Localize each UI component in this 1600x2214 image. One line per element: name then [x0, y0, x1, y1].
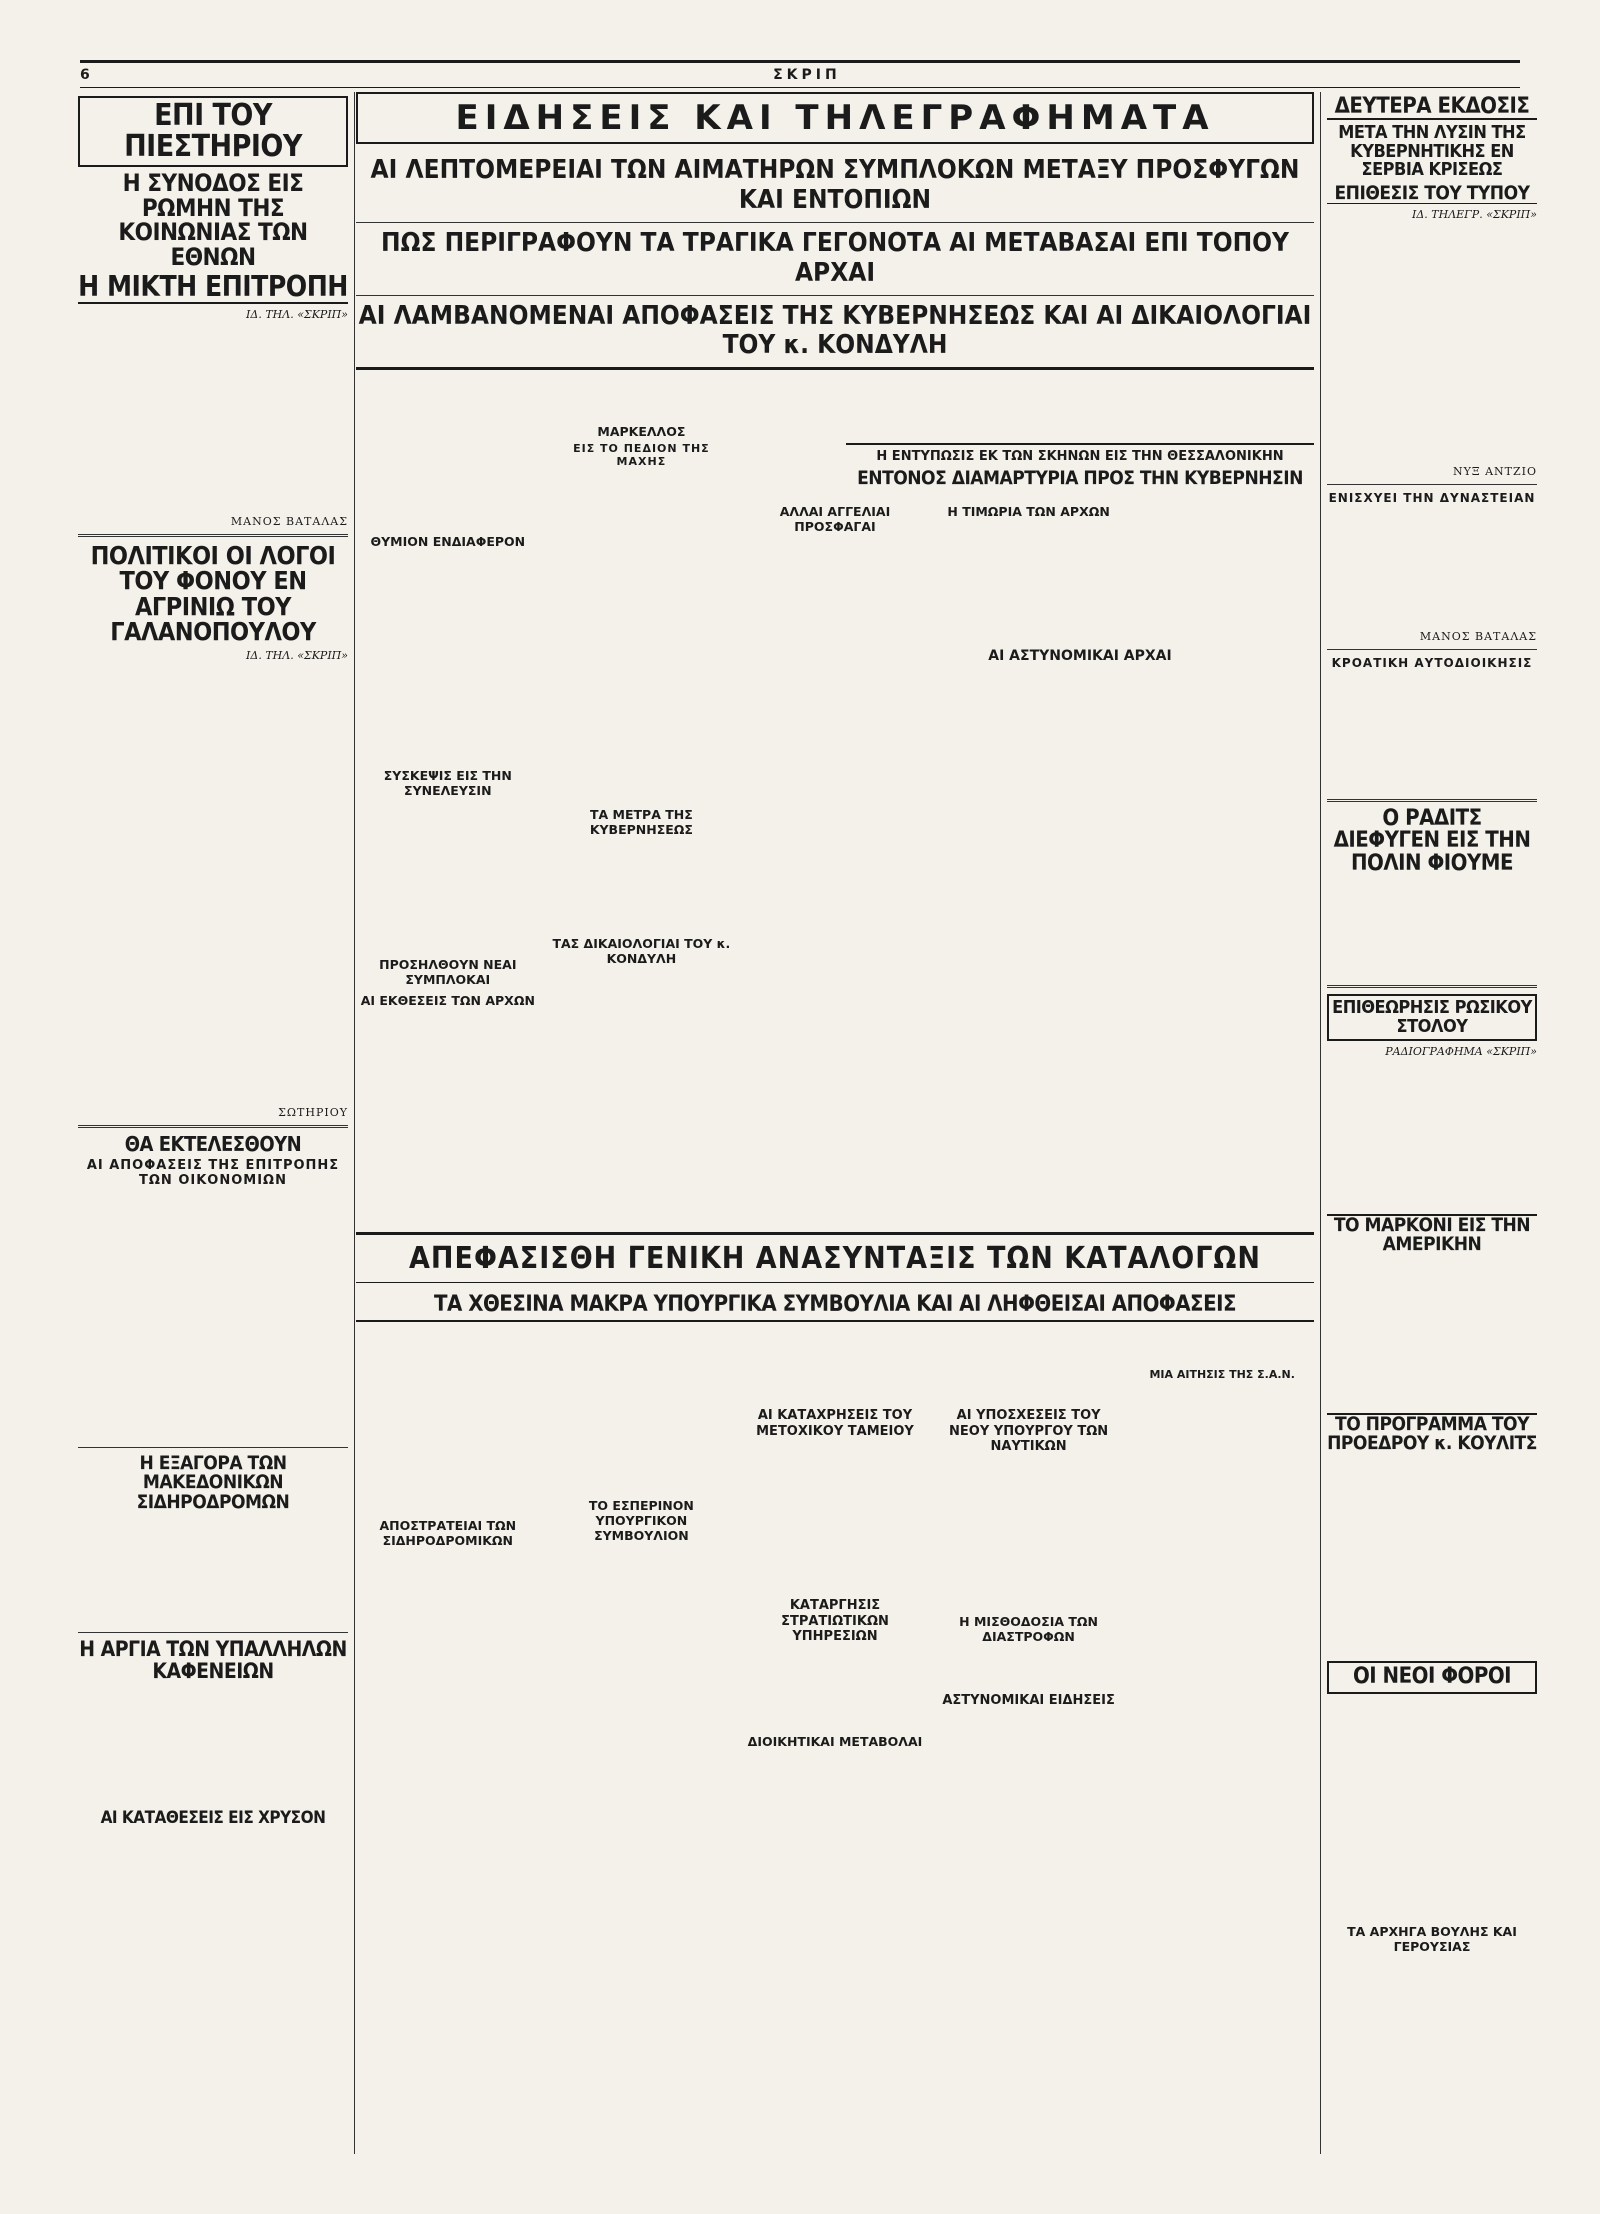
right-article-4-body	[1327, 879, 1537, 979]
left-headline-1: ΕΠΙ ΤΟΥ ΠΙΕΣΤΗΡΙΟΥ	[78, 96, 348, 167]
left-dateline-2: ΙΔ. ΤΗΛ. «ΣΚΡΙΠ»	[246, 648, 348, 662]
mid-lower-col-4	[937, 1342, 1121, 2142]
left-article-1-body	[78, 323, 348, 513]
subhead-esperinon: ΤΟ ΕΣΠΕΡΙΝΟΝ ΥΠΟΥΡΓΙΚΟΝ ΣΥΜΒΟΥΛΙΟΝ	[588, 1498, 694, 1543]
right-article-1-body	[1327, 223, 1537, 463]
right-column	[1320, 92, 1537, 2154]
right-headline-4: ΕΝΙΣΧΥΕΙ ΤΗΝ ΔΥΝΑΣΤΕΙΑΝ	[1328, 490, 1536, 505]
subhead-dioikitikai: ΔΙΟΙΚΗΤΙΚΑΙ ΜΕΤΑΒΟΛΑΙ	[747, 1733, 923, 1749]
mid-lower-col-2	[550, 1342, 734, 2142]
right-headline-11: ΤΑ ΑΡΧΗΓΑ ΒΟΥΛΗΣ ΚΑΙ ΓΕΡΟΥΣΙΑΣ	[1347, 1923, 1517, 1954]
subhead-katachriseis: ΑΙ ΚΑΤΑΧΡΗΣΕΙΣ ΤΟΥ ΜΕΤΟΧΙΚΟΥ ΤΑΜΕΙΟΥ	[756, 1408, 914, 1439]
masthead	[80, 60, 1520, 88]
subhead-diamartyria: ΕΝΤΟΝΟΣ ΔΙΑΜΑΡΤΥΡΙΑ ΠΡΟΣ ΤΗΝ ΚΥΒΕΡΝΗΣΙΝ	[857, 466, 1303, 489]
middle-section	[356, 92, 1314, 2154]
subhead-entyposis: Η ΕΝΤΥΠΩΣΙΣ ΕΚ ΤΩΝ ΣΚΗΝΩΝ ΕΙΣ ΤΗΝ ΘΕΣΣΑΛΟΝΙΚΗΝ	[846, 443, 1314, 465]
right-headline-10: ΟΙ ΝΕΟΙ ΦΟΡΟΙ	[1327, 1661, 1537, 1693]
mid-headline-2: ΠΩΣ ΠΕΡΙΓΡΑΦΟΥΝ ΤΑ ΤΡΑΓΙΚΑ ΓΕΓΟΝΟΤΑ ΑΙ ΜΕΤΑΒΑΣΑΙ ΕΠΙ ΤΟΠΟΥ ΑΡΧΑΙ	[356, 223, 1314, 296]
mid-lower-col-5	[1130, 1342, 1314, 2142]
mid-lower-col-3	[743, 1342, 927, 2142]
subhead-timoria: Η ΤΙΜΩΡΙΑ ΤΩΝ ΑΡΧΩΝ	[947, 504, 1110, 520]
subhead-markellos: ΜΑΡΚΕΛΛΟΣ	[597, 424, 686, 440]
left-article-5-body	[78, 1686, 348, 1806]
subhead-ektheseis: ΑΙ ΕΚΘΕΣΕΙΣ ΤΩΝ ΑΡΧΩΝ	[360, 993, 535, 1009]
left-signature-1: ΜΑΝΟΣ ΒΑΤΑΛΑΣ	[230, 514, 348, 528]
subhead-markellos-sub: ΕΙΣ ΤΟ ΠΕΔΙΟΝ ΤΗΣ ΜΑΧΗΣ	[573, 442, 710, 469]
mid-big-subheadline: ΤΑ ΧΘΕΣΙΝΑ ΜΑΚΡΑ ΥΠΟΥΡΓΙΚΑ ΣΥΜΒΟΥΛΙΑ ΚΑΙ ΑΙ ΛΗΦΘΕΙΣΑΙ ΑΠΟΦΑΣΕΙΣ	[356, 1294, 1314, 1322]
left-column	[78, 92, 355, 2154]
left-headline-5: ΘΑ ΕΚΤΕΛΕΣΘΟΥΝ	[124, 1131, 302, 1156]
left-subhead-5: ΑΙ ΑΠΟΦΑΣΕΙΣ ΤΗΣ ΕΠΙΤΡΟΠΗΣ ΤΩΝ ΟΙΚΟΝΟΜΙΩΝ	[86, 1158, 340, 1188]
right-article-2-body	[1327, 508, 1537, 628]
right-signature-2: ΜΑΝΟΣ ΒΑΤΑΛΑΣ	[1419, 629, 1537, 643]
left-headline-3: Η ΜΙΚΤΗ ΕΠΙΤΡΟΠΗ	[78, 270, 348, 304]
right-headline-1: ΔΕΥΤΕΡΑ ΕΚΔΟΣΙΣ	[1327, 96, 1537, 120]
mid-upper-col-2	[550, 378, 734, 1148]
right-headline-8: ΤΟ ΜΑΡΚΟΝΙ ΕΙΣ ΤΗΝ ΑΜΕΡΙΚΗΝ	[1327, 1214, 1537, 1255]
mid-lower-col-1	[356, 1342, 540, 2142]
paper-title: ΣΚΡΙΠ	[773, 67, 841, 83]
right-headline-9: ΤΟ ΠΡΟΓΡΑΜΜΑ ΤΟΥ ΠΡΟΕΔΡΟΥ κ. ΚΟΥΛΙΤΣ	[1327, 1412, 1537, 1455]
right-dateline-1: ΙΔ. ΤΗΛΕΓΡ. «ΣΚΡΙΠ»	[1411, 207, 1537, 221]
left-headline-6: Η ΕΞΑΓΟΡΑ ΤΩΝ ΜΑΚΕΔΟΝΙΚΩΝ ΣΙΔΗΡΟΔΡΟΜΩΝ	[136, 1452, 290, 1513]
mid-headline-1: ΑΙ ΛΕΠΤΟΜΕΡΕΙΑΙ ΤΩΝ ΑΙΜΑΤΗΡΩΝ ΣΥΜΠΛΟΚΩΝ ΜΕΤΑΞΥ ΠΡΟΣΦΥΓΩΝ ΚΑΙ ΕΝΤΟΠΙΩΝ	[356, 150, 1314, 223]
right-article-6-body	[1327, 1259, 1537, 1409]
right-headline-5: ΚΡΟΑΤΙΚΗ ΑΥΤΟΔΙΟΙΚΗΣΙΣ	[1331, 655, 1533, 670]
subhead-misthodosia: Η ΜΙΣΘΟΔΟΣΙΑ ΤΩΝ ΔΙΑΣΤΡΟΦΩΝ	[959, 1613, 1098, 1644]
right-signature-1: ΝΥΞ ΑΝΤΖΙΟ	[1452, 464, 1537, 478]
right-headline-6: Ο ΡΑΔΙΤΣ ΔΙΕΦΥΓΕΝ ΕΙΣ ΤΗΝ ΠΟΛΙΝ ΦΙΟΥΜΕ	[1333, 805, 1531, 876]
subhead-syskepsis: ΣΥΣΚΕΨΙΣ ΕΙΣ ΤΗΝ ΣΥΝΕΛΕΥΣΙΝ	[383, 768, 512, 799]
right-headline-7: ΕΠΙΘΕΩΡΗΣΙΣ ΡΩΣΙΚΟΥ ΣΤΟΛΟΥ	[1327, 994, 1537, 1041]
left-headline-7: Η ΑΡΓΙΑ ΤΩΝ ΥΠΑΛΛΗΛΩΝ ΚΑΦΕΝΕΙΩΝ	[79, 1637, 347, 1683]
section-banner: ΕΙΔΗΣΕΙΣ ΚΑΙ ΤΗΛΕΓΡΑΦΗΜΑΤΑ	[356, 92, 1314, 144]
thessaloniki-block	[846, 437, 1314, 668]
subhead-nea-symplokai: ΠΡΟΣΗΛΘΟΥΝ ΝΕΑΙ ΣΥΜΠΛΟΚΑΙ	[379, 957, 517, 988]
left-headline-4: ΠΟΛΙΤΙΚΟΙ ΟΙ ΛΟΓΟΙ ΤΟΥ ΦΟΝΟΥ ΕΝ ΑΓΡΙΝΙΩ ΤΟΥ ΓΑΛΑΝΟΠΟΥΛΟΥ	[90, 540, 336, 647]
left-signature-2: ΣΩΤΗΡΙΟΥ	[278, 1105, 348, 1119]
subhead-astynomikai: ΑΙ ΑΣΤΥΝΟΜΙΚΑΙ ΑΡΧΑΙ	[988, 647, 1172, 664]
subhead-metra: ΤΑ ΜΕΤΡΑ ΤΗΣ ΚΥΒΕΡΝΗΣΕΩΣ	[589, 807, 693, 838]
mid-big-headline: ΑΠΕΦΑΣΙΣΘΗ ΓΕΝΙΚΗ ΑΝΑΣΥΝΤΑΞΙΣ ΤΩΝ ΚΑΤΑΛΟΓΩΝ	[356, 1232, 1314, 1283]
left-dateline-1: ΙΔ. ΤΗΛ. «ΣΚΡΙΠ»	[246, 307, 348, 321]
subhead-astynomikai-eidiseis: ΑΣΤΥΝΟΜΙΚΑΙ ΕΙΔΗΣΕΙΣ	[942, 1692, 1115, 1708]
left-headline-2: Η ΣΥΝΟΔΟΣ ΕΙΣ ΡΩΜΗΝ ΤΗΣ ΚΟΙΝΩΝΙΑΣ ΤΩΝ ΕΘΝΩΝ	[118, 169, 308, 271]
right-article-5-body	[1327, 1060, 1537, 1210]
mid-headline-3: ΑΙ ΛΑΜΒΑΝΟΜΕΝΑΙ ΑΠΟΦΑΣΕΙΣ ΤΗΣ ΚΥΒΕΡΝΗΣΕΩΣ ΚΑΙ ΑΙ ΔΙΚΑΙΟΛΟΓΙΑΙ ΤΟΥ κ. ΚΟΝΔΥΛΗ	[356, 296, 1314, 371]
subhead-katargisis: ΚΑΤΑΡΓΗΣΙΣ ΣΤΡΑΤΙΩΤΙΚΩΝ ΥΠΗΡΕΣΙΩΝ	[781, 1598, 889, 1645]
left-article-4-body	[78, 1516, 348, 1626]
subhead-thymion: ΘΥΜΙΟΝ ΕΝΔΙΑΦΕΡΟΝ	[370, 534, 526, 550]
right-article-3-body	[1327, 673, 1537, 793]
left-article-2-body	[78, 664, 348, 1104]
left-article-3-body	[78, 1191, 348, 1441]
subhead-aitisis: ΜΙΑ ΑΙΤΗΣΙΣ ΤΗΣ Σ.Α.Ν.	[1149, 1368, 1295, 1381]
right-headline-2: ΜΕΤΑ ΤΗΝ ΛΥΣΙΝ ΤΗΣ ΚΥΒΕΡΝΗΤΙΚΗΣ ΕΝ ΣΕΡΒΙΑ ΚΡΙΣΕΩΣ	[1338, 122, 1526, 181]
right-headline-3: ΕΠΙΘΕΣΙΣ ΤΟΥ ΤΥΠΟΥ	[1327, 184, 1537, 204]
subhead-yposcheseis: ΑΙ ΥΠΟΣΧΕΣΕΙΣ ΤΟΥ ΝΕΟΥ ΥΠΟΥΡΓΟΥ ΤΩΝ ΝΑΥΤΙΚΩΝ	[949, 1408, 1109, 1455]
left-article-6-body	[78, 1831, 348, 1951]
page-number: 6	[80, 67, 94, 83]
mid-lower-columns	[356, 1342, 1314, 2142]
right-dateline-2: ΡΑΔΙΟΓΡΑΦΗΜΑ «ΣΚΡΙΠ»	[1385, 1044, 1537, 1058]
right-article-7-body	[1327, 1457, 1537, 1657]
left-headline-8: ΑΙ ΚΑΤΑΘΕΣΕΙΣ ΕΙΣ ΧΡΥΣΟΝ	[100, 1807, 326, 1828]
mid-upper-col-1	[356, 378, 540, 1148]
subhead-allai: ΑΛΛΑΙ ΑΓΓΕΛΙΑΙ ΠΡΟΣΦΑΓΑΙ	[779, 504, 891, 535]
subhead-dikaiologiai: ΤΑΣ ΔΙΚΑΙΟΛΟΓΙΑΙ ΤΟΥ κ. ΚΟΝΔΥΛΗ	[552, 936, 731, 967]
subhead-apostrateiai: ΑΠΟΣΤΡΑΤΕΙΑΙ ΤΩΝ ΣΙΔΗΡΟΔΡΟΜΙΚΩΝ	[379, 1518, 517, 1548]
right-article-8-body	[1327, 1698, 1537, 1918]
